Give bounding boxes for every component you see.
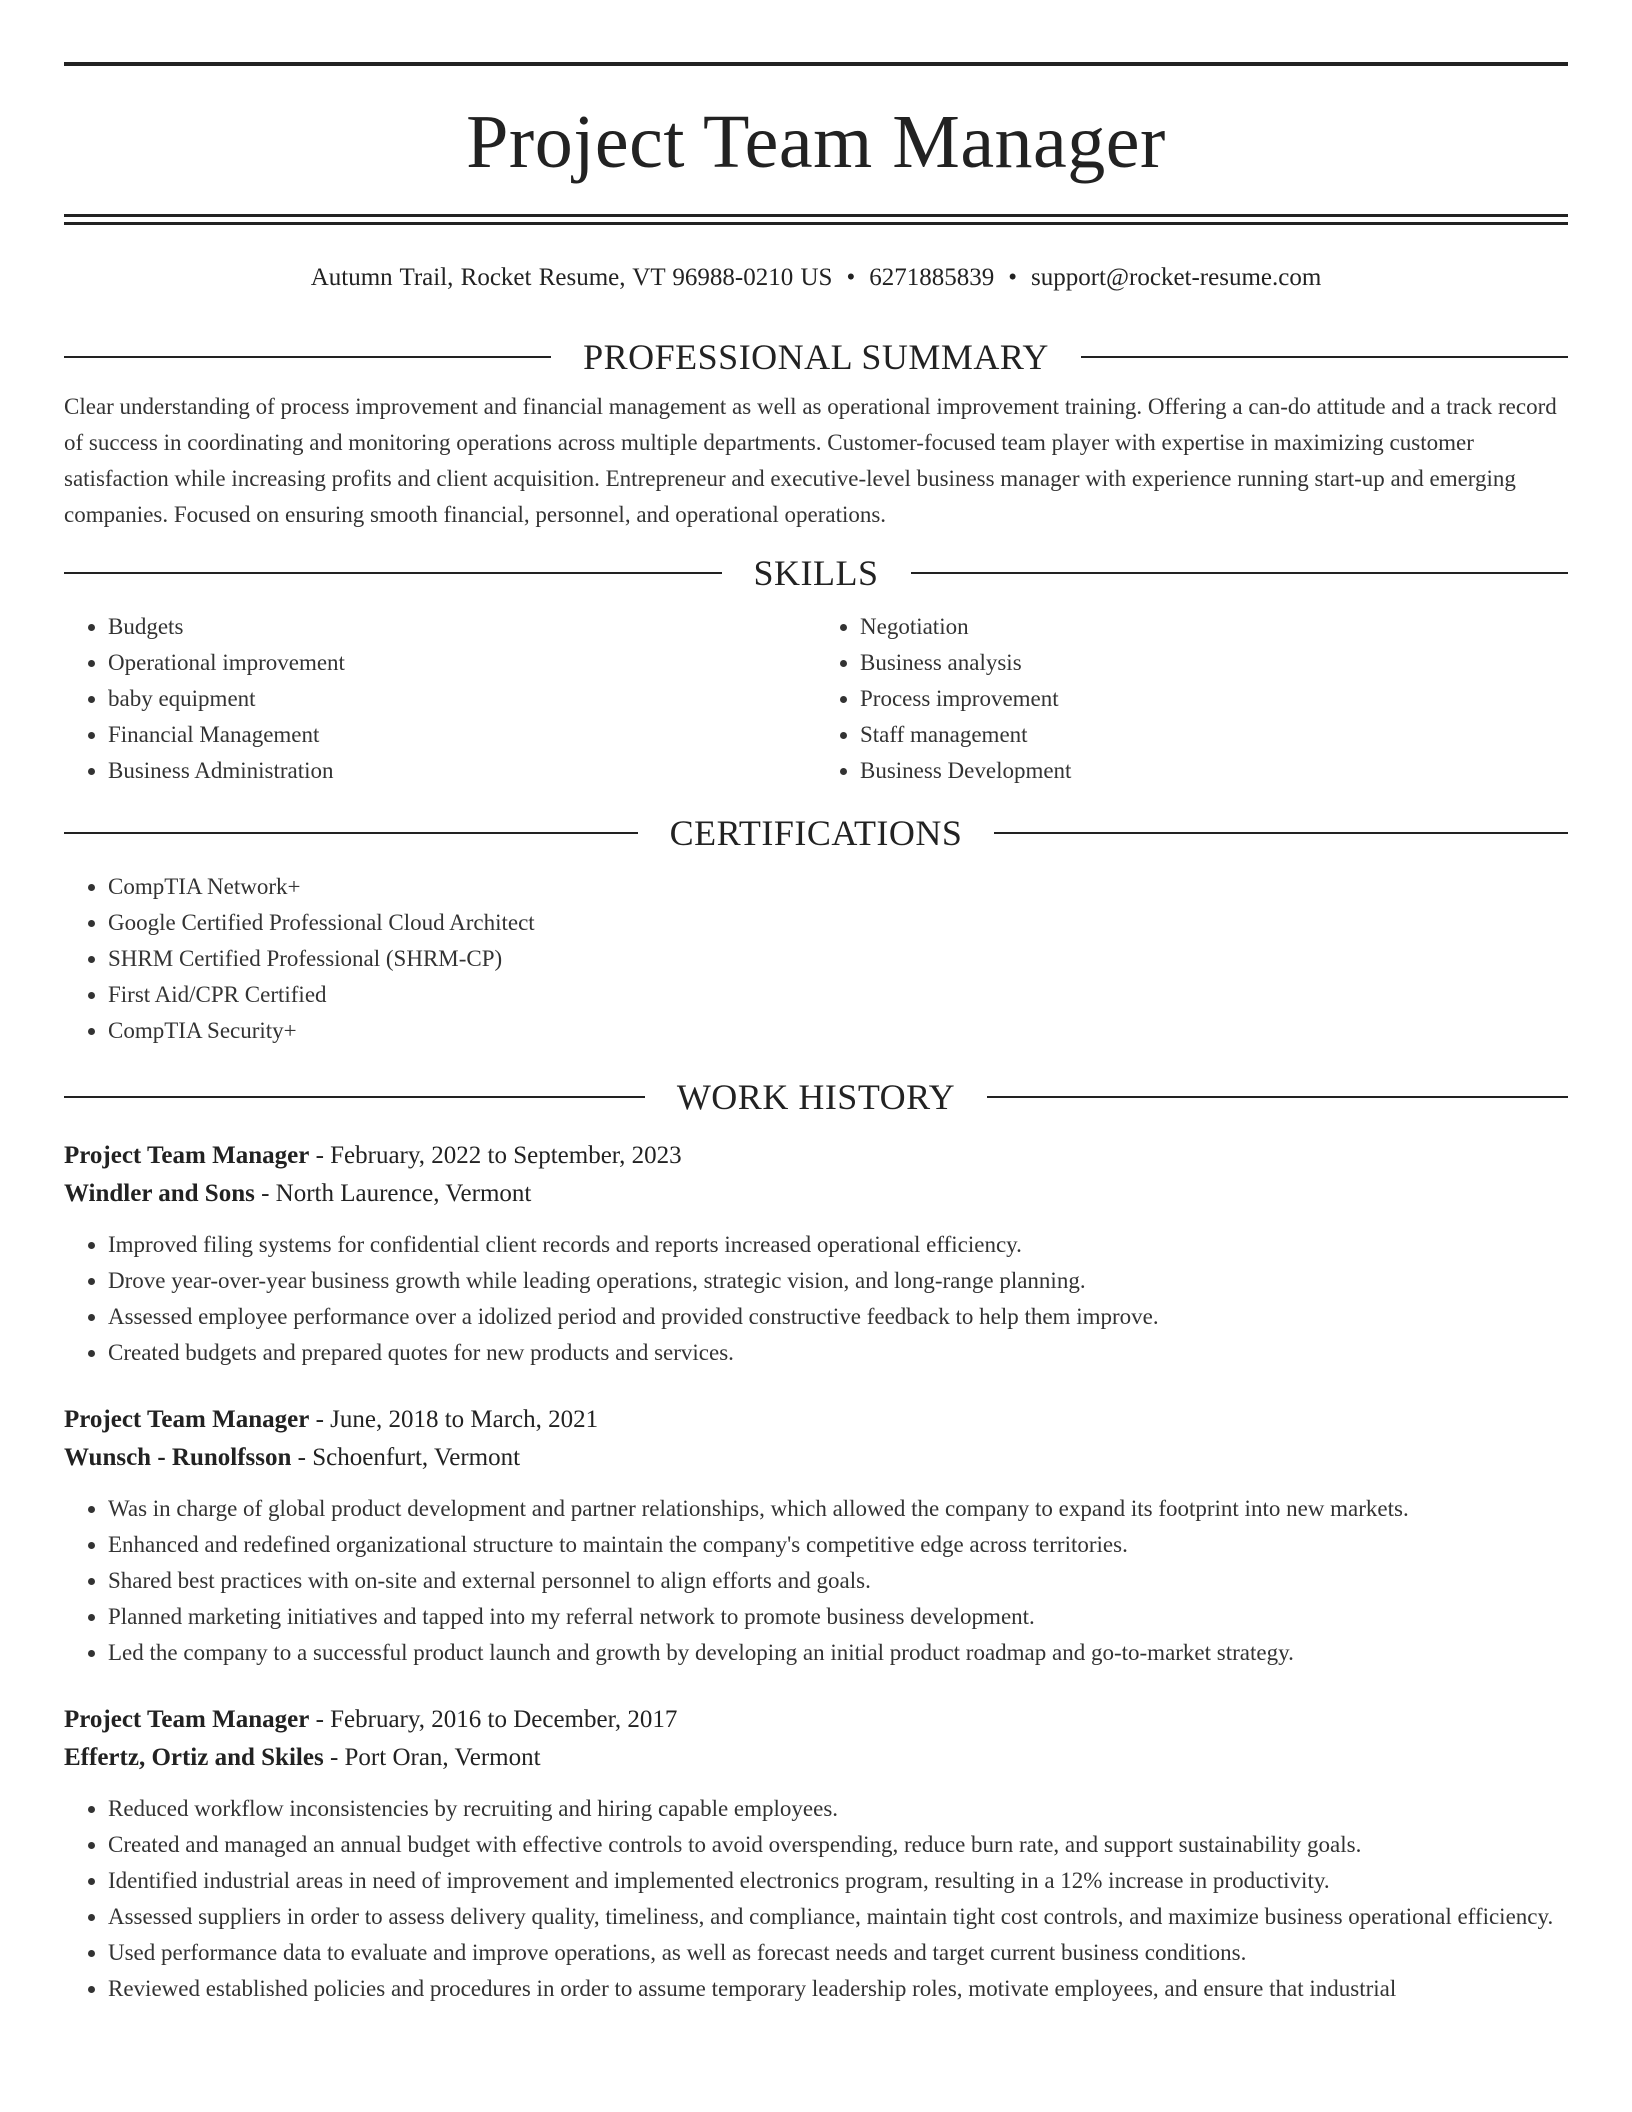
certification-item: • CompTIA Network+ bbox=[108, 869, 1568, 905]
job-location: - North Laurence, Vermont bbox=[254, 1180, 532, 1207]
heading-rule bbox=[64, 572, 722, 574]
skills-list bbox=[64, 609, 1568, 789]
job-company: Wunsch - Runolfsson bbox=[64, 1444, 292, 1471]
job-location: - Port Oran, Vermont bbox=[323, 1744, 541, 1771]
job-bullet: • Reduced workflow inconsistencies by recruiting and hiring capable employees. bbox=[108, 1791, 1568, 1827]
section-title: SKILLS bbox=[753, 553, 879, 593]
job-dates: - February, 2022 to September, 2023 bbox=[309, 1142, 682, 1169]
job-bullet: • Led the company to a successful product launch and growth by developing an initial product roadmap and go-to-market strategy. bbox=[108, 1635, 1568, 1671]
skill-item: • Business Administration bbox=[108, 753, 816, 789]
skill-item: • Budgets bbox=[108, 609, 816, 645]
skills-column-left bbox=[64, 609, 816, 789]
job-bullet: • Created and managed an annual budget with effective controls to avoid overspending, reduce burn rate, and support sustainability goals. bbox=[108, 1827, 1568, 1863]
skill-item: • Negotiation bbox=[860, 609, 1568, 645]
heading-rule bbox=[994, 832, 1568, 834]
section-heading-summary bbox=[64, 337, 1568, 377]
job-bullet: • Identified industrial areas in need of improvement and implemented electronics program, resulting in a 12% increase in productivity. bbox=[108, 1863, 1568, 1899]
candidate-name: Project Team Manager bbox=[466, 100, 1166, 184]
job-dates: - February, 2016 to December, 2017 bbox=[309, 1706, 678, 1733]
skill-item: • Business Development bbox=[860, 753, 1568, 789]
job-bullet: • Planned marketing initiatives and tapped into my referral network to promote business development. bbox=[108, 1599, 1568, 1635]
skill-item: • Financial Management bbox=[108, 717, 816, 753]
heading-rule bbox=[64, 832, 638, 834]
contact-line bbox=[64, 263, 1568, 293]
certifications-list bbox=[64, 869, 1568, 1049]
skill-item: • Process improvement bbox=[860, 681, 1568, 717]
job-entry bbox=[64, 1401, 1568, 1671]
job-company: Effertz, Ortiz and Skiles bbox=[64, 1744, 324, 1771]
certification-item: • Google Certified Professional Cloud Architect bbox=[108, 905, 1568, 941]
job-bullet: • Assessed suppliers in order to assess delivery quality, timeliness, and compliance, maintain tight cost controls, and maximize business operational efficiency. bbox=[108, 1899, 1568, 1935]
skill-item: • Operational improvement bbox=[108, 645, 816, 681]
section-title: WORK HISTORY bbox=[676, 1077, 956, 1117]
skill-item: • Staff management bbox=[860, 717, 1568, 753]
job-bullet: • Drove year-over-year business growth while leading operations, strategic vision, and long-range planning. bbox=[108, 1263, 1568, 1299]
heading-rule bbox=[987, 1096, 1568, 1098]
job-bullet: • Was in charge of global product development and partner relationships, which allowed the company to expand its footprint into new markets. bbox=[108, 1491, 1568, 1527]
double-rule bbox=[64, 214, 1568, 225]
job-bullet: • Created budgets and prepared quotes for new products and services. bbox=[108, 1335, 1568, 1371]
skill-item: • Business analysis bbox=[860, 645, 1568, 681]
section-heading-skills bbox=[64, 553, 1568, 593]
job-title-line bbox=[64, 1401, 1568, 1439]
contact-phone: 6271885839 bbox=[869, 264, 995, 291]
job-bullet: • Enhanced and redefined organizational structure to maintain the company's competitive edge across territories. bbox=[108, 1527, 1568, 1563]
skill-item: • baby equipment bbox=[108, 681, 816, 717]
certification-item: • CompTIA Security+ bbox=[108, 1013, 1568, 1049]
section-heading-work bbox=[64, 1077, 1568, 1117]
top-rule bbox=[64, 62, 1568, 66]
section-title: CERTIFICATIONS bbox=[669, 813, 963, 853]
section-heading-certifications bbox=[64, 813, 1568, 853]
job-title-line bbox=[64, 1137, 1568, 1175]
job-dates: - June, 2018 to March, 2021 bbox=[309, 1406, 599, 1433]
section-title: PROFESSIONAL SUMMARY bbox=[583, 337, 1049, 377]
job-bullets bbox=[64, 1491, 1568, 1671]
heading-rule bbox=[64, 1096, 645, 1098]
job-bullet: • Shared best practices with on-site and external personnel to align efforts and goals. bbox=[108, 1563, 1568, 1599]
job-location: - Schoenfurt, Vermont bbox=[291, 1444, 521, 1471]
heading-rule bbox=[64, 356, 551, 358]
job-bullet: • Improved filing systems for confidential client records and reports increased operational efficiency. bbox=[108, 1227, 1568, 1263]
job-entry bbox=[64, 1137, 1568, 1371]
job-title: Project Team Manager bbox=[64, 1406, 310, 1433]
job-company-line bbox=[64, 1439, 1568, 1477]
job-company: Windler and Sons bbox=[64, 1180, 255, 1207]
job-entry bbox=[64, 1701, 1568, 2007]
contact-separator: • bbox=[846, 264, 856, 291]
job-bullet: • Assessed employee performance over a idolized period and provided constructive feedback to help them improve. bbox=[108, 1299, 1568, 1335]
job-title-line bbox=[64, 1701, 1568, 1739]
job-company-line bbox=[64, 1739, 1568, 1777]
job-title: Project Team Manager bbox=[64, 1706, 310, 1733]
contact-address: Autumn Trail, Rocket Resume, VT 96988-0210 US bbox=[310, 264, 833, 291]
heading-rule bbox=[1081, 356, 1568, 358]
job-bullet: • Reviewed established policies and procedures in order to assume temporary leadership roles, motivate employees, and ensure that industrial bbox=[108, 1971, 1568, 2007]
heading-rule bbox=[911, 572, 1569, 574]
certification-item: • SHRM Certified Professional (SHRM-CP) bbox=[108, 941, 1568, 977]
job-bullets bbox=[64, 1227, 1568, 1371]
certification-item: • First Aid/CPR Certified bbox=[108, 977, 1568, 1013]
summary-text: Clear understanding of process improvement and financial management as well as operational improvement training. Offering a can-do attitude and a track record of success in coordinating and monitoring operations across multiple departments. Customer-focused team player with expertise in maximizing customer satisfaction while increasing profits and client acquisition. Entrepreneur and executive-level business manager with experience running start-up and emerging companies. Focused on ensuring smooth financial, personnel, and operational operations. bbox=[64, 394, 1557, 527]
job-company-line bbox=[64, 1175, 1568, 1213]
contact-separator: • bbox=[1008, 264, 1017, 291]
contact-email: support@rocket-resume.com bbox=[1031, 264, 1322, 291]
skills-column-right bbox=[816, 609, 1568, 789]
job-bullet: • Used performance data to evaluate and improve operations, as well as forecast needs and target current business conditions. bbox=[108, 1935, 1568, 1971]
job-bullets bbox=[64, 1791, 1568, 2007]
job-title: Project Team Manager bbox=[64, 1142, 310, 1169]
